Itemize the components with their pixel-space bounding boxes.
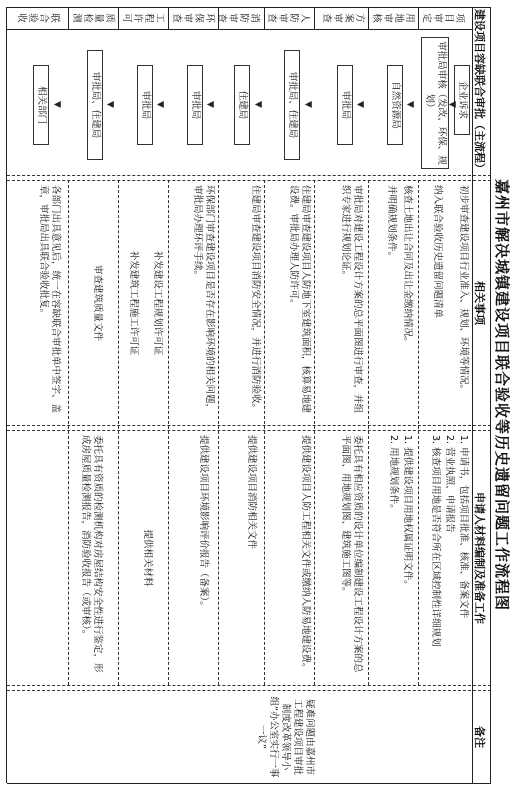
flow-box-approval-1: 审批局 [337, 65, 353, 145]
material-5: 2. 用地规划条件。 [388, 435, 399, 514]
down-arrow-icon: ▼ [155, 101, 165, 108]
col-divider-3b [7, 690, 491, 691]
material-8: 提供建设项目消防相关文件 [246, 435, 257, 550]
matter-1: 初步审查建设项目行业准入、规划、环境等情况。 [458, 185, 469, 395]
material-4: 1. 提供建设项目用地权属证明文件。 [402, 435, 413, 590]
down-arrow-icon: ▼ [205, 101, 215, 108]
down-arrow-icon: ▼ [253, 101, 263, 108]
matter-10: 补发建筑工程施工许可证 [128, 250, 139, 356]
row-sep [168, 7, 169, 29]
col-divider-3 [7, 685, 491, 686]
down-arrow-icon: ▼ [105, 101, 115, 108]
flow-box-request: 企业诉求 [454, 65, 470, 135]
matter-5: 审批局对建设工程设计方案的总平面图进行审查，并组织专家进行规划论证。 [340, 185, 363, 414]
row-sep [314, 7, 315, 29]
flow-box-departments: 相关部门 [33, 65, 49, 145]
material-11: 委托具有资质的检测机构对房屋结构安全性进行鉴定，形成房屋质量检测报告，消防验收报告（或审核）。 [80, 435, 103, 673]
row-guide [168, 180, 169, 685]
flow-box-approval-3: 审批局 [137, 65, 153, 145]
flow-box-resources: 自然资源局 [387, 65, 403, 145]
header-remarks: 备注 [473, 726, 486, 748]
row-guide [264, 180, 265, 685]
row-guide [314, 180, 315, 685]
matter-3: 核查土地出让合同及出让金缴纳情况。 [402, 185, 413, 347]
matter-7: 住建局审查建设项目消防安全情况，并进行消防验收。 [250, 185, 261, 414]
label-col-line [7, 29, 473, 30]
matter-4: 并明确规划条件。 [386, 185, 397, 262]
flow-box-approval-housing: 审批局、住建局 [284, 50, 300, 160]
label-land: 用地审核 [371, 13, 415, 23]
matter-11: 审查建筑质量文件 [92, 264, 103, 341]
material-6: 委托具有相应资质的设计单位编制建设工程设计方案的总平面图、用地规划图、建筑施工图等。 [340, 435, 363, 673]
frame-top [490, 7, 491, 783]
flow-box-housing: 住建局 [234, 65, 250, 145]
header-matters: 相关事项 [473, 281, 486, 325]
col-divider-1 [7, 175, 491, 176]
material-9: 提供建设项目环境影响评价报告（备案）。 [198, 435, 209, 611]
row-guide [68, 180, 69, 685]
down-arrow-icon: ▼ [355, 101, 365, 108]
label-civil-defense: 人防审查 [266, 13, 310, 23]
down-arrow-icon: ▼ [447, 101, 457, 108]
remarks: 疑难问题由嘉州市工程建设项目审批制度改革领导小组“办公室实行一事一议” [256, 696, 315, 778]
matter-8: 环保部门审查建设项目是否存在影响环境的相关问题，审批局办理环评手续。 [192, 185, 215, 414]
material-1: 1. 申请书，包括项目批准、核准、备案文件 [458, 435, 469, 619]
label-project: 项目审定 [421, 13, 465, 23]
material-2: 2. 营业执照、申请报告 [444, 435, 455, 533]
row-guide [218, 180, 219, 685]
row-guide [368, 180, 369, 685]
matter-12: 各部门出具意见后，统一在容缺联合审批单中签字、盖章，审批局出具联合验收批复。 [38, 185, 61, 414]
material-10: 提供相关材料 [142, 529, 153, 587]
row-sep [418, 7, 419, 29]
down-arrow-icon: ▼ [52, 101, 62, 108]
row-sep [118, 7, 119, 29]
label-fire: 消防审查 [216, 13, 260, 23]
flow-box-approval-2: 审批局 [187, 65, 203, 145]
row-sep [368, 7, 369, 29]
matter-6: 住建局审查建设项目人防地下室建筑面积，核算易地建设费。审批局办理人防许可。 [288, 185, 311, 414]
down-arrow-icon: ▼ [303, 101, 313, 108]
row-guide [418, 180, 419, 685]
row-guide [118, 180, 119, 685]
label-environment: 环保审查 [171, 13, 215, 23]
matter-2: 纳入联合验收历史遗留问题清单 [432, 185, 443, 319]
label-quality: 质量检测 [71, 13, 115, 23]
flow-box-approval-housing-2: 审批局、住建局 [87, 50, 103, 160]
row-sep [218, 7, 219, 29]
label-permit: 工程许可 [121, 13, 165, 23]
frame-right [7, 783, 491, 784]
row-sep [68, 7, 69, 29]
header-flow: 建设项目容缺联合审批（主流程） [473, 9, 486, 174]
matter-9: 补发建设工程规划许可证 [152, 250, 163, 356]
rotated-document [4, 5, 515, 785]
flow-box-review: 审批局审核（发改、环保、规划） [421, 37, 449, 169]
row-sep [264, 7, 265, 29]
header-materials: 申请人材料编制及准备工作 [473, 492, 486, 624]
down-arrow-icon: ▼ [405, 101, 415, 108]
material-3: 3. 核查项目用地是否符合所在区域控制性详细规划 [430, 435, 441, 647]
label-plan: 方案审查 [321, 13, 365, 23]
material-7: 提供建设项目人防工程相关文件或缴纳人防易地建设费。 [300, 435, 311, 673]
label-acceptance: 联合验收 [16, 13, 60, 23]
frame-bottom [6, 7, 7, 783]
document-title: 嘉州市解决城镇建设项目联合验收等历史遗留问题工作流程图 [493, 178, 511, 611]
